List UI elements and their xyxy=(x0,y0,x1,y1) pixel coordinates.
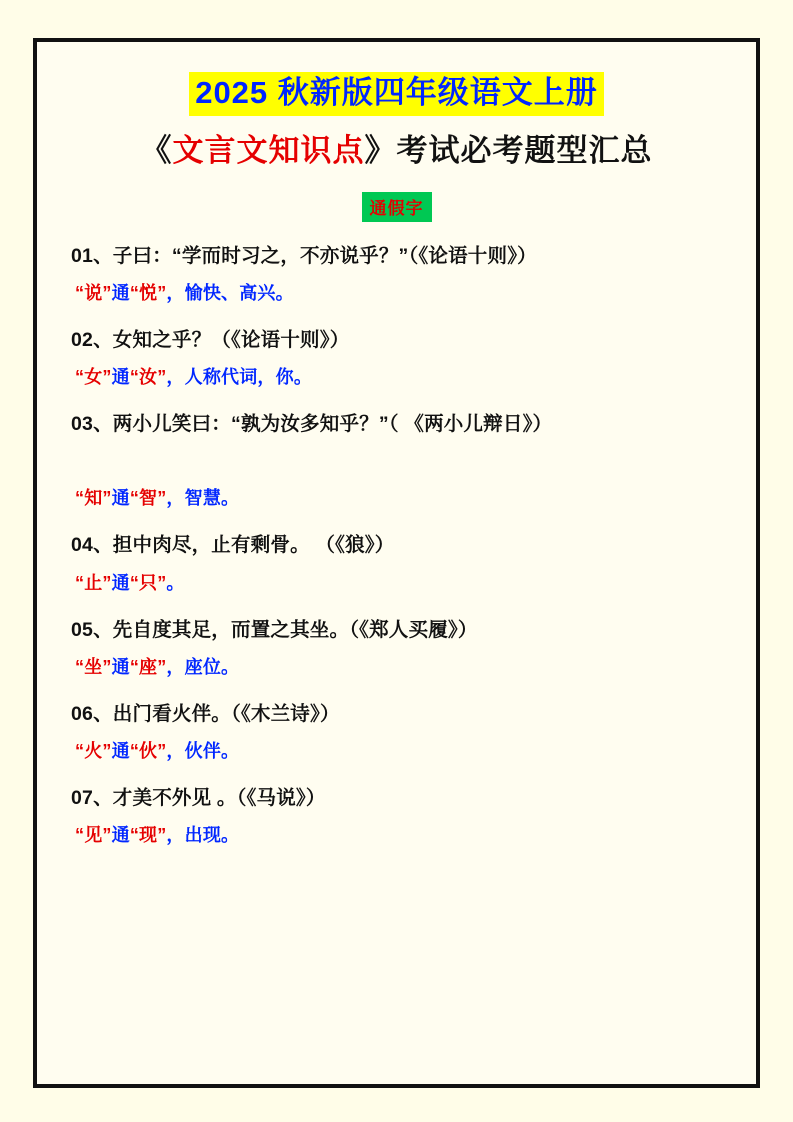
answer-explanation: ，人称代词，你。 xyxy=(166,367,313,388)
answer-char-substitute: “只” xyxy=(129,572,167,593)
answer-explanation: 。 xyxy=(166,572,185,593)
answer-explanation: ，出现。 xyxy=(166,825,240,846)
answer-char-substitute: “伙” xyxy=(129,741,167,762)
item-answer xyxy=(71,485,722,512)
answer-char-substitute: “座” xyxy=(129,656,167,677)
item-question xyxy=(71,784,722,813)
content-frame xyxy=(33,38,760,1088)
item-question-text: 担中肉尽，止有剩骨。 （《狼》） xyxy=(112,534,395,557)
item-answer xyxy=(71,654,722,681)
list-item xyxy=(71,242,722,307)
answer-connector: 通 xyxy=(111,282,130,303)
item-answer xyxy=(71,822,722,849)
section-badge-tongjiazi: 通假字 xyxy=(362,192,432,222)
item-question-text: 才美不外见 。（《马说》） xyxy=(112,787,326,810)
item-number: 06、 xyxy=(71,702,113,725)
answer-char-original: “止” xyxy=(75,572,112,593)
title-highlight-text: 文言文知识点 xyxy=(172,132,365,168)
list-item xyxy=(71,616,722,681)
page-title-line-1: 2025 秋新版四年级语文上册 xyxy=(189,72,604,116)
item-answer xyxy=(71,570,722,597)
answer-char-original: “见” xyxy=(75,825,112,846)
list-item xyxy=(71,784,722,849)
answer-connector: 通 xyxy=(111,825,130,846)
section-heading xyxy=(63,192,730,222)
answer-char-original: “说” xyxy=(75,282,112,303)
answer-char-original: “女” xyxy=(75,367,112,388)
answer-explanation: ，智慧。 xyxy=(166,488,240,509)
item-number: 02、 xyxy=(71,328,113,351)
item-question-text: 两小儿笑曰：“孰为汝多知乎？”（ 《两小儿辩日》） xyxy=(112,413,553,436)
item-question xyxy=(71,410,722,439)
item-answer xyxy=(71,738,722,765)
item-question-text: 出门看火伴。（《木兰诗》） xyxy=(112,702,340,725)
item-number: 04、 xyxy=(71,534,113,557)
item-question xyxy=(71,616,722,645)
list-item xyxy=(71,410,722,512)
item-question-text: 先自度其足，而置之其坐。（《郑人买履》） xyxy=(112,618,478,641)
answer-explanation: ，愉快、高兴。 xyxy=(166,282,294,303)
item-list xyxy=(63,242,730,850)
item-question xyxy=(71,700,722,729)
list-item xyxy=(71,326,722,391)
page-title-line-2 xyxy=(63,125,730,170)
answer-connector: 通 xyxy=(111,656,130,677)
answer-connector: 通 xyxy=(111,488,130,509)
item-question xyxy=(71,326,722,355)
answer-explanation: ，座位。 xyxy=(166,656,240,677)
answer-char-substitute: “汝” xyxy=(129,367,167,388)
item-answer xyxy=(71,364,722,391)
list-item xyxy=(71,531,722,596)
answer-char-substitute: “智” xyxy=(129,488,167,509)
answer-connector: 通 xyxy=(111,572,130,593)
item-question-text: 子曰：“学而时习之，不亦说乎？”（《论语十则》） xyxy=(112,244,537,267)
answer-char-original: “坐” xyxy=(75,656,112,677)
title-block xyxy=(63,72,730,170)
item-number: 01、 xyxy=(71,244,113,267)
answer-char-original: “知” xyxy=(75,488,112,509)
answer-explanation: ，伙伴。 xyxy=(166,741,240,762)
item-question-text: 女知之乎？（《论语十则》） xyxy=(112,328,350,351)
item-question xyxy=(71,242,722,271)
answer-connector: 通 xyxy=(111,367,130,388)
item-question xyxy=(71,531,722,560)
item-number: 07、 xyxy=(71,787,113,810)
item-answer xyxy=(71,280,722,307)
title-bracket-open: 《 xyxy=(140,132,173,168)
answer-char-original: “火” xyxy=(75,741,112,762)
item-number: 05、 xyxy=(71,618,113,641)
answer-connector: 通 xyxy=(111,741,130,762)
item-number: 03、 xyxy=(71,413,113,436)
list-item xyxy=(71,700,722,765)
answer-char-substitute: “现” xyxy=(129,825,167,846)
answer-char-substitute: “悦” xyxy=(129,282,167,303)
title-suffix-text: 》考试必考题型汇总 xyxy=(364,132,653,168)
